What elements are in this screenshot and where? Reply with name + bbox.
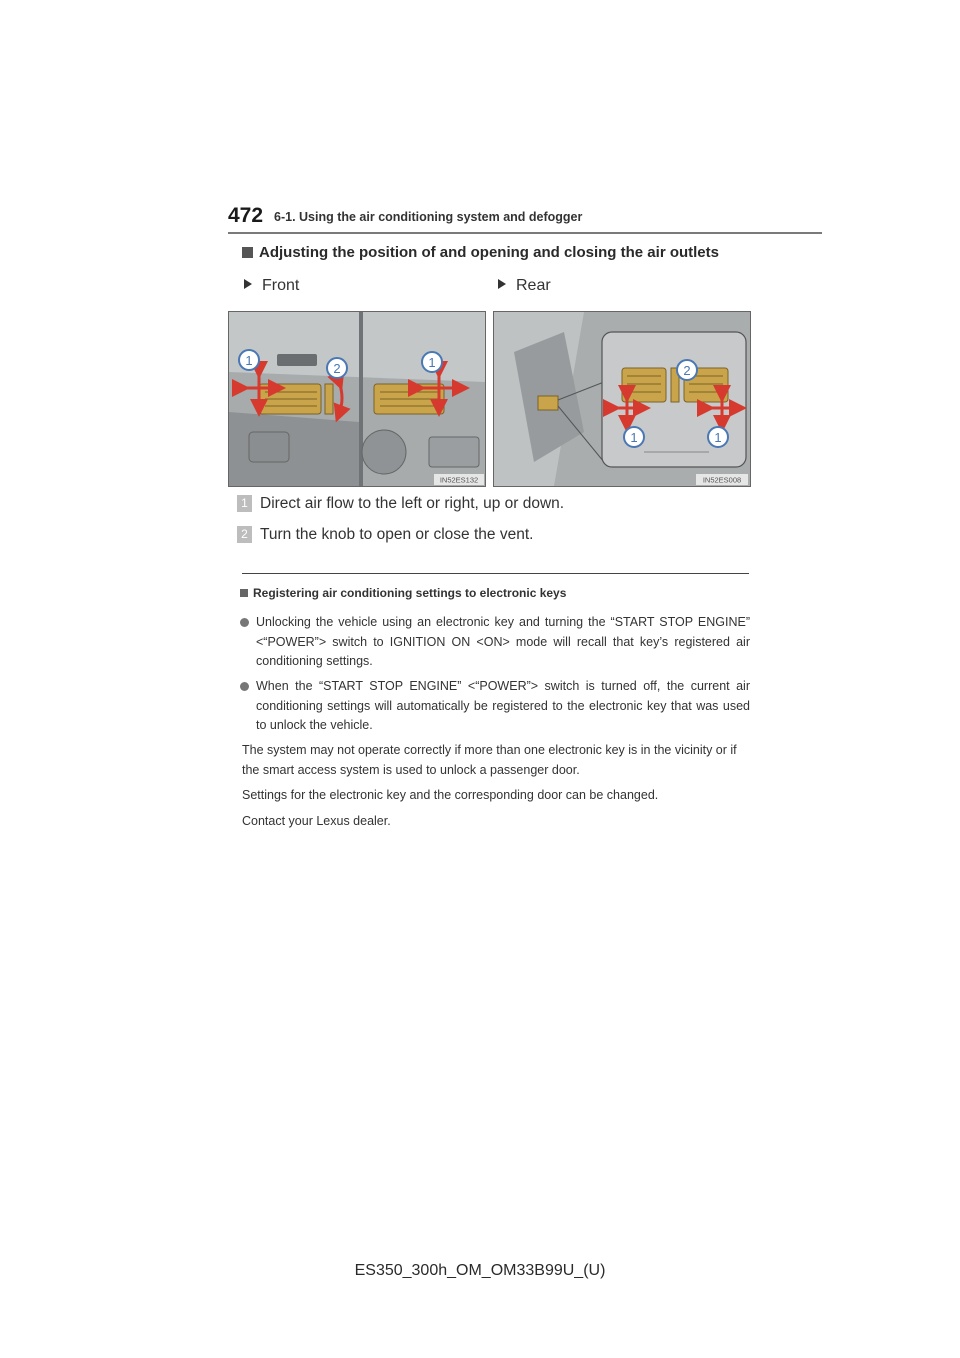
note-bullet-2 [240,677,750,736]
instruction-item-1 [237,495,564,513]
notes-divider [242,573,749,574]
front-label-text: Front [262,277,300,294]
rear-view-label [498,277,551,295]
note-paragraph-3: Contact your Lexus dealer. [242,814,391,828]
bullet-text: When the “START STOP ENGINE” <“POWER”> switch is turned off, the current air conditioning settings will automatically be registered to the electronic key that was used to unlock the vehicle. [256,679,750,732]
item-text: Direct air flow to the left or right, up or down. [260,495,565,512]
triangle-marker-icon [244,279,252,289]
rear-figure-code: IN52ES008 [702,475,742,485]
instruction-item-2 [237,526,533,544]
item-number-badge: 2 [237,526,252,543]
front-callout-2: 2 [333,361,341,376]
rear-callout-1b: 1 [714,430,722,445]
note-paragraph-2: Settings for the electronic key and the corresponding door can be changed. [242,788,659,802]
front-view-label [244,277,299,295]
footer-manual-code: ES350_300h_OM_OM33B99U_(U) [354,1262,606,1279]
section-title: 6-1. Using the air conditioning system and defogger [274,210,583,224]
square-bullet-icon [240,589,248,597]
front-callout-1a: 1 [245,353,253,368]
rear-vent-illustration [493,311,751,487]
page-number: 472 [228,204,264,227]
header-divider [228,232,822,234]
square-bullet-icon [242,247,253,258]
front-figure-code: IN52ES132 [439,475,479,485]
main-heading [242,244,719,261]
note-paragraph-1: The system may not operate correctly if more than one electronic key is in the vicinity or if the smart access system is used to unlock a passenger door. [242,743,737,777]
rear-label-text: Rear [516,277,551,294]
note-bullet-1 [240,613,750,672]
bullet-text: Unlocking the vehicle using an electronic key and turning the “START STOP ENGINE” <“POWER”> switch to IGNITION ON <ON> mode will recall that key’s registered air conditioning settings. [256,615,750,668]
front-callout-1b: 1 [428,355,436,370]
item-text: Turn the knob to open or close the vent. [260,526,534,543]
rear-callout-1a: 1 [630,430,638,445]
main-heading-text: Adjusting the position of and opening and closing the air outlets [259,244,719,261]
item-number-badge: 1 [237,495,252,512]
bullet-dot-icon [240,618,249,627]
bullet-dot-icon [240,682,249,691]
rear-callout-2: 2 [683,363,691,378]
notes-heading [240,586,566,600]
triangle-marker-icon [498,279,506,289]
front-vent-illustration [228,311,486,487]
notes-heading-text: Registering air conditioning settings to electronic keys [253,586,567,600]
